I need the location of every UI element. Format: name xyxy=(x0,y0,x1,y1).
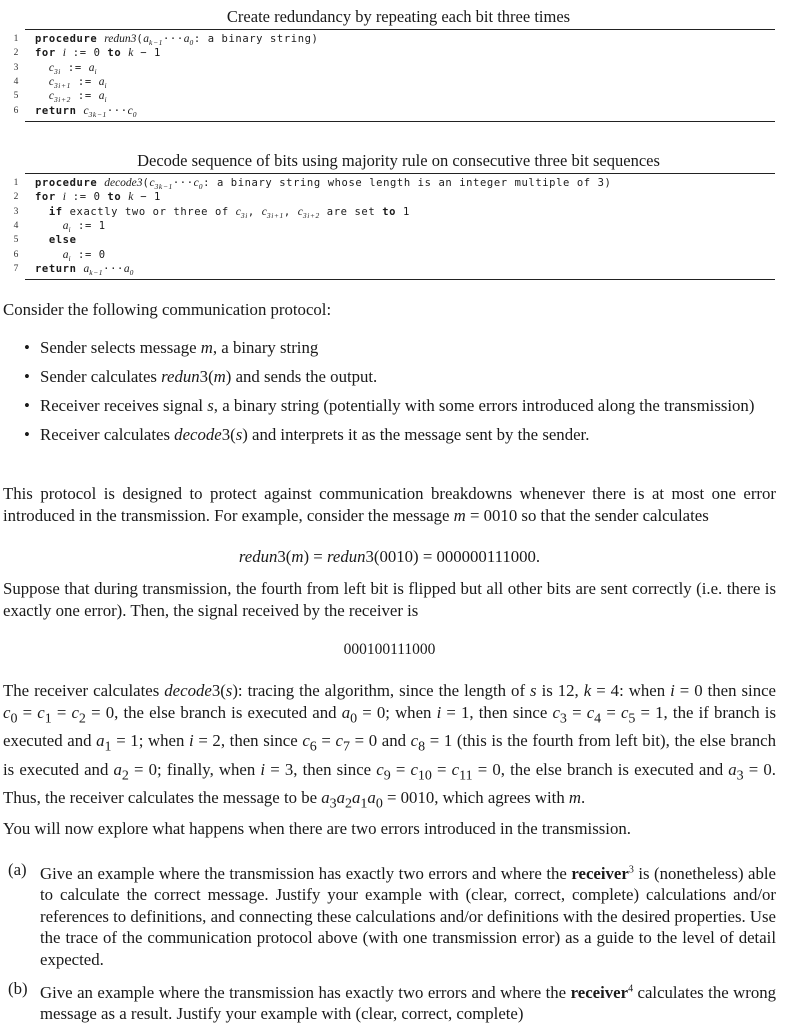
code-text: for i := 0 to k − 1 xyxy=(35,47,161,60)
code-text: procedure $decode3(c_{3k-1}\cdot\cdot\cdot c_0$: a binary string whose length is an integer multiple of 3) xyxy=(35,177,612,192)
line-number: 3 xyxy=(13,62,19,73)
algorithm-2-line-5 xyxy=(8,234,780,248)
paragraph-protocol-purpose: This protocol is designed to protect against communication breakdowns whenever there is at most one error introduced in the transmission. For example, consider the message m = 0010 so that the sender calculates xyxy=(3,484,776,525)
bullet-icon: • xyxy=(24,338,30,357)
algorithm-1-line-2 xyxy=(8,47,780,61)
algorithm-1-title: Create redundancy by repeating each bit three times xyxy=(226,7,571,26)
paragraph-two-errors: You will now explore what happens when there are two errors introduced in the transmission. xyxy=(3,819,631,838)
bullet-icon: • xyxy=(24,367,30,386)
equation-redun3: redun3(m) = redun3(0010) = 000000111000. xyxy=(238,547,541,566)
algorithm-2-title: Decode sequence of bits using majority rule on consecutive three bit sequences xyxy=(137,151,660,170)
line-number: 1 xyxy=(13,178,19,188)
line-number: 6 xyxy=(13,105,19,116)
algorithm-2-line-4 xyxy=(8,220,780,234)
question-part-text: Give an example where the transmission has exactly two errors and where the receiver$^4$ calculates the wrong message as a result. Justify your example with (clear, correct, complete) xyxy=(40,982,777,1024)
line-number: 2 xyxy=(13,192,19,203)
question-part-label: (a) xyxy=(8,860,27,879)
paragraph-decode-trace: The receiver calculates decode3(s): tracing the algorithm, since the length of s is 12, k = 4: when i = 0 then since $c_0 = c_1 = c_2 = 0$, the else branch is executed and $a_0 = 0$; when i = 1, then since $c_3 = c_4 = c_5 = 1$, the if branch is executed and $a_1 = 1$; when i = 2, then since $c_6 = c_7 = 0$ and $c_8 = 1$ (this is the fourth from left bit), the else branch is executed and $a_2 = 0$; finally, when i = 3, then since $c_9 = c_{10} = c_{11} = 0$, the else branch is executed and $a_3 = 0$. Thus, the receiver calculates the message to be $a_3a_2a_1a_0 = 0010$, which agrees with m. xyxy=(3,681,776,812)
line-number: 5 xyxy=(13,91,19,102)
line-number: 6 xyxy=(13,249,19,260)
code-text: return $c_{3k-1}\cdot\cdot\cdot c_0$ xyxy=(35,104,138,119)
bullet-icon: • xyxy=(24,425,30,444)
algorithm-2-line-3 xyxy=(8,206,780,220)
algorithm-1-top-rule xyxy=(25,29,775,30)
bullet-icon: • xyxy=(24,396,30,415)
question-part xyxy=(8,978,776,1025)
code-text: $a_i$ := 1 xyxy=(62,219,106,234)
algorithm-1-line-3 xyxy=(8,62,780,76)
intro-text: Consider the following communication protocol: xyxy=(3,300,332,319)
code-text: else xyxy=(48,234,77,247)
code-text: if exactly two or three of $c_{3i}$, $c_{3i+1}$, $c_{3i+2}$ are set to 1 xyxy=(48,205,410,220)
protocol-step: • Receiver receives signal s, a binary string (potentially with some errors introduced along the transmission) xyxy=(24,396,755,415)
code-text: $c_{3i}$ := $a_i$ xyxy=(48,61,98,76)
paragraph-transmission-error: Suppose that during transmission, the fourth from left bit is flipped but all other bits are sent correctly (i.e. there is exactly one error). Then, the signal received by the receiver is xyxy=(3,579,776,620)
algorithm-2-line-7 xyxy=(8,263,780,277)
code-text: $a_i$ := 0 xyxy=(62,248,106,263)
line-number: 4 xyxy=(13,76,19,87)
algorithm-1-line-1 xyxy=(8,33,780,47)
algorithm-1-line-5 xyxy=(8,90,780,104)
algorithm-1-line-6 xyxy=(8,105,780,119)
question-parts xyxy=(8,859,776,1033)
line-number: 2 xyxy=(13,48,19,59)
protocol-step: • Sender selects message m, a binary string xyxy=(24,338,319,357)
protocol-step: • Sender calculates redun3(m) and sends the output. xyxy=(24,367,378,386)
code-text: $c_{3i+2}$ := $a_i$ xyxy=(48,90,108,105)
algorithm-1-bottom-rule xyxy=(25,121,775,122)
algorithm-1-line-4 xyxy=(8,76,780,90)
code-text: for i := 0 to k − 1 xyxy=(35,191,161,204)
received-signal: 000100111000 xyxy=(343,641,436,658)
algorithm-2-line-2 xyxy=(8,191,780,205)
code-text: return $a_{k-1}\cdot\cdot\cdot a_0$ xyxy=(35,262,135,277)
code-text: $c_{3i+1}$ := $a_i$ xyxy=(48,75,108,90)
line-number: 7 xyxy=(13,263,19,274)
question-part-text: Give an example where the transmission has exactly two errors and where the receiver$^3$ is (nonetheless) able to calculate the correct message. Justify your example with (clear, correct, complete) calculations and/or references to definitions, and connecting these calculations and/or definitions with the desired properties. Use the trace of the communication protocol above (with one transmission error) as a guide to the level of detail expected. xyxy=(40,863,777,969)
line-number: 1 xyxy=(13,34,19,44)
question-part xyxy=(8,859,776,970)
question-part-label: (b) xyxy=(8,979,28,999)
protocol-step: • Receiver calculates decode3(s) and interprets it as the message sent by the sender. xyxy=(24,425,590,444)
line-number: 4 xyxy=(13,220,19,231)
protocol-steps-list xyxy=(22,338,776,454)
algorithm-2-line-6 xyxy=(8,249,780,263)
line-number: 3 xyxy=(13,206,19,217)
code-text: procedure $redun3(a_{k-1}\cdot\cdot\cdot a_0$: a binary string) xyxy=(35,33,319,48)
algorithm-2-top-rule xyxy=(25,173,775,174)
line-number: 5 xyxy=(13,235,19,246)
algorithm-2-line-1 xyxy=(8,177,780,191)
algorithm-2-bottom-rule xyxy=(25,279,775,280)
